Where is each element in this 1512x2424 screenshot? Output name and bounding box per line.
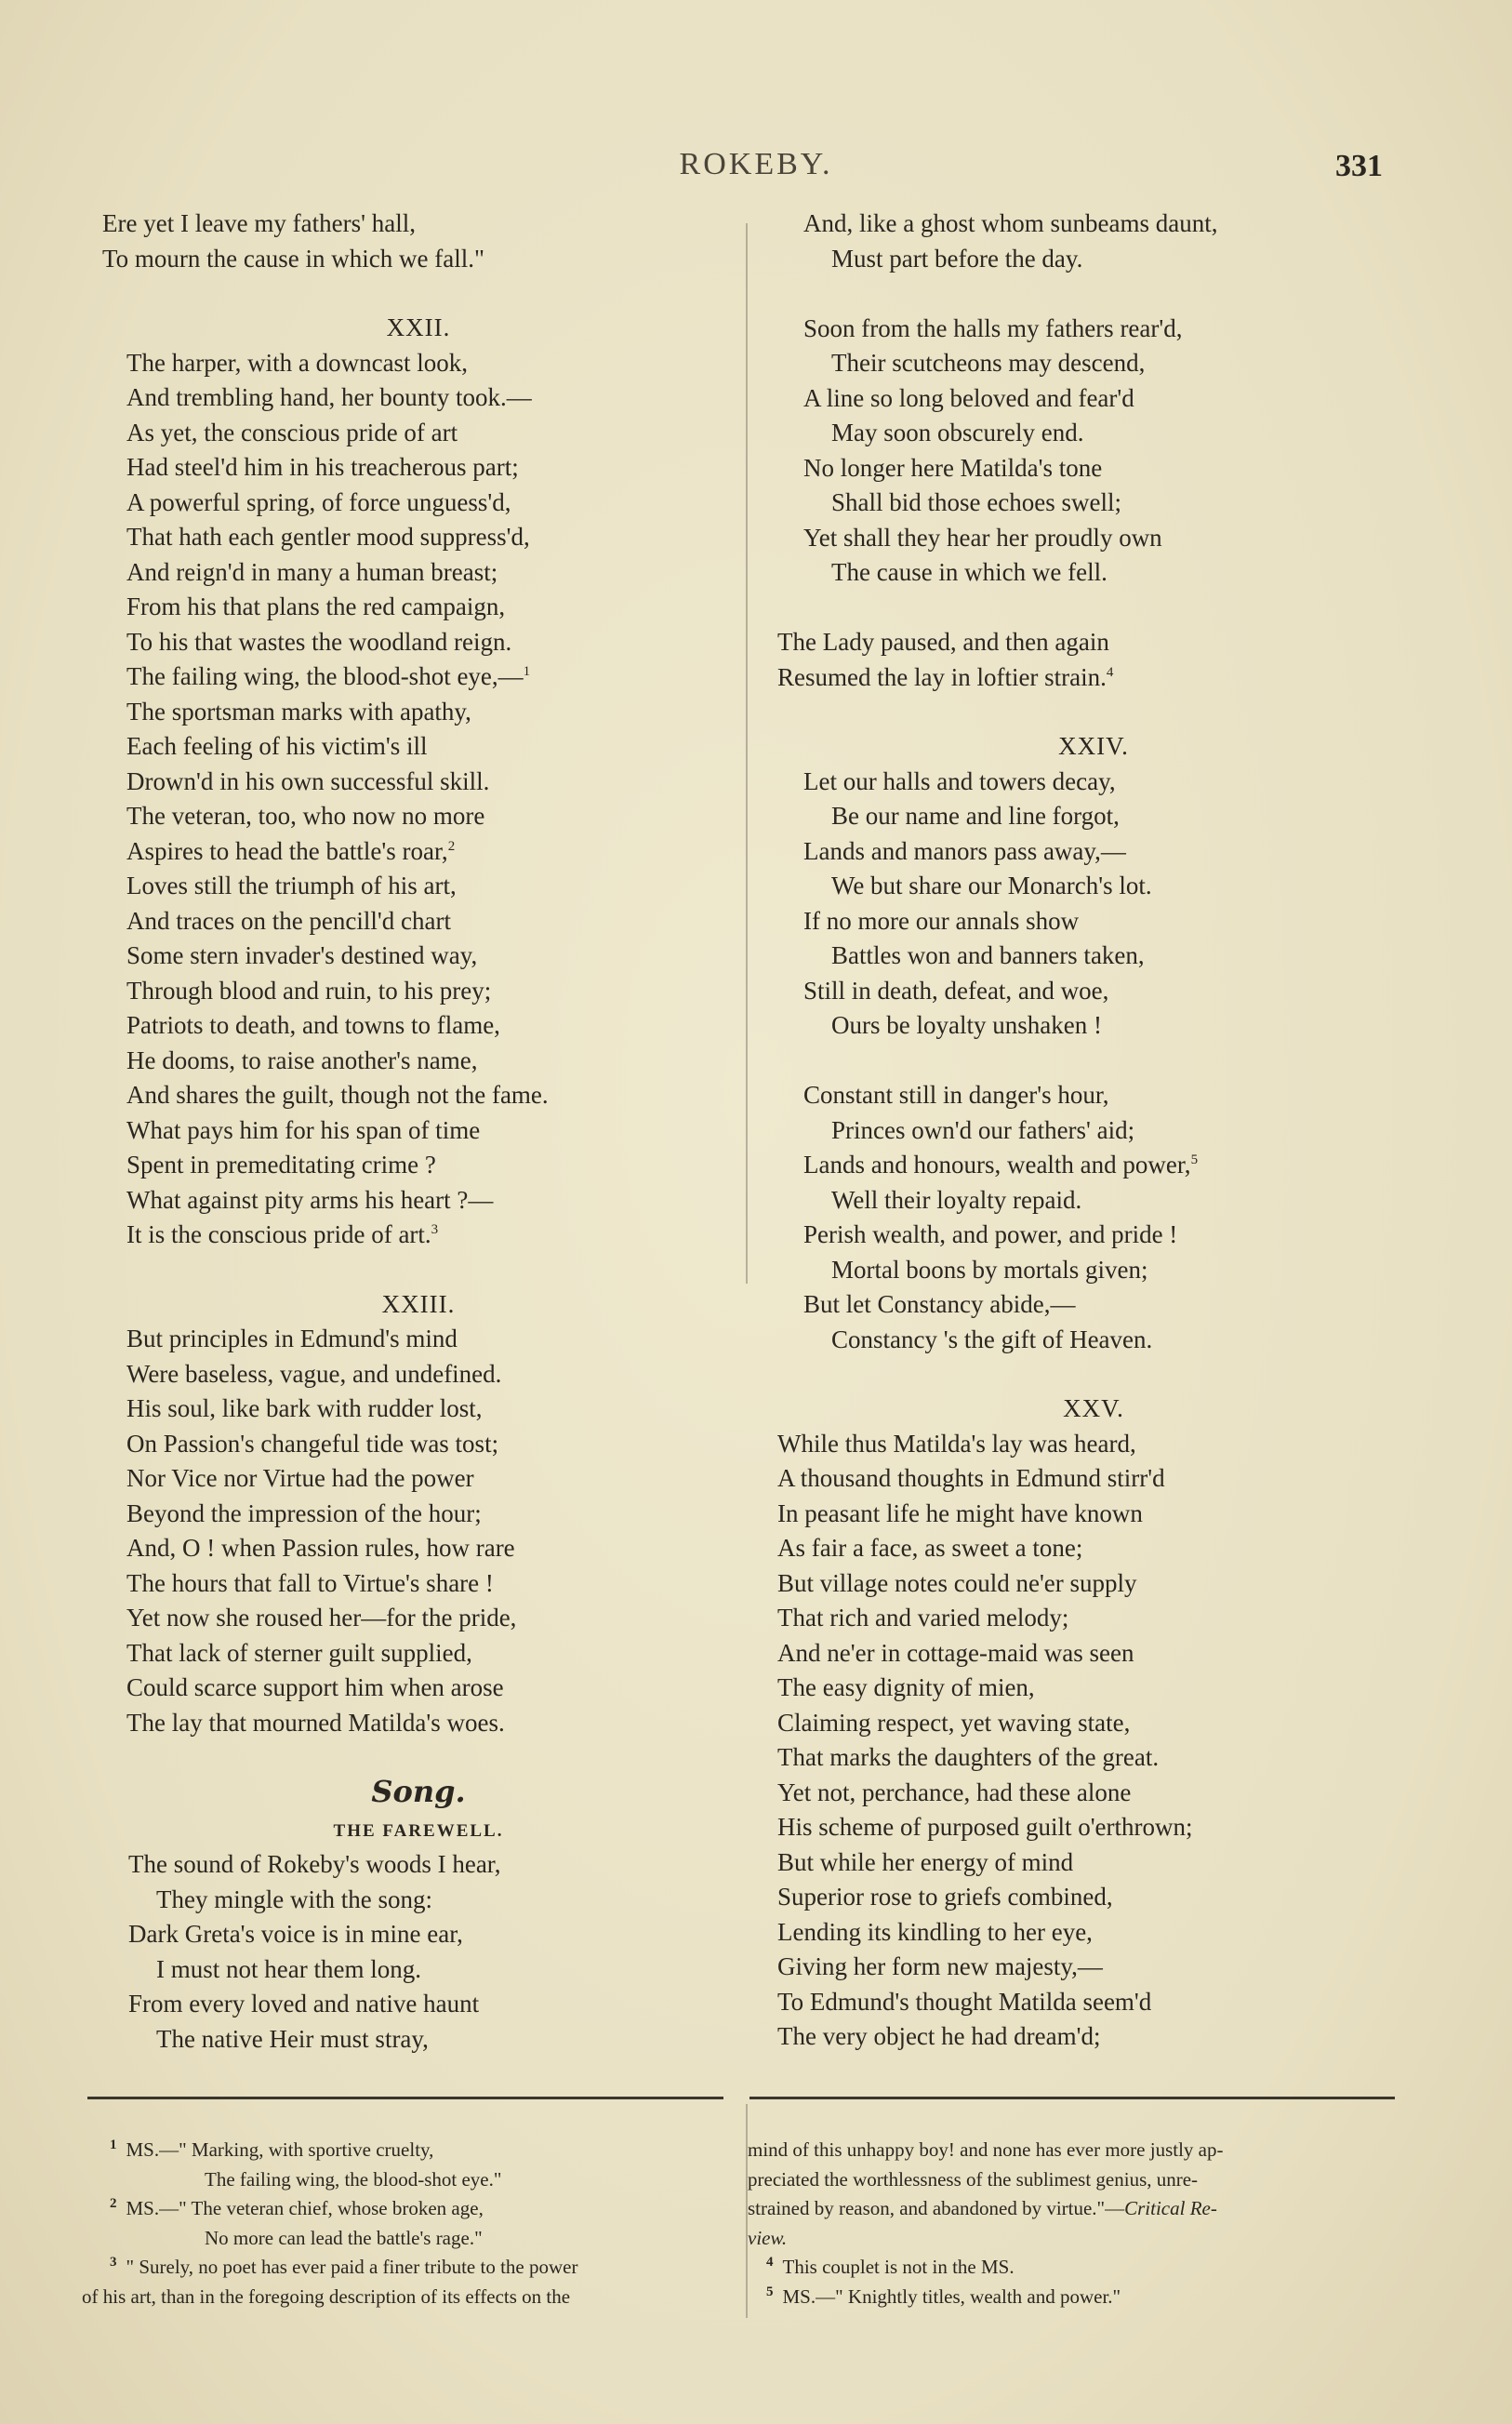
- poem-line: His scheme of purposed guilt o'erthrown;: [777, 1813, 1193, 1841]
- poem-line: Perish wealth, and power, and pride !: [803, 1220, 1178, 1248]
- poem-line: Could scarce support him when arose: [126, 1673, 504, 1701]
- poem-line: From his that plans the red campaign,: [126, 593, 506, 620]
- poem-line: To his that wastes the woodland reign.: [126, 627, 512, 656]
- poem-line: As yet, the conscious pride of art: [126, 418, 458, 446]
- poem-line: Each feeling of his victim's ill: [126, 732, 428, 760]
- poem-line: Shall bid those echoes swell;: [831, 488, 1121, 516]
- footnote-3-cont: mind of this unhappy boy! and none has ever more justly ap-: [748, 2138, 1224, 2161]
- poem-line: Their scutcheons may descend,: [831, 349, 1146, 377]
- poem-line: Dark Greta's voice is in mine ear,: [128, 1920, 463, 1948]
- footnote-2-cont: No more can lead the battle's rage.": [205, 2226, 483, 2249]
- right-column: [777, 206, 1410, 2055]
- footnote-ref[interactable]: 5: [1190, 1152, 1199, 1167]
- poem-line: Aspires to head the battle's roar,$^2$: [126, 836, 456, 865]
- poem-line: His soul, like bark with rudder lost,: [126, 1394, 483, 1422]
- footnote-1-cont: The failing wing, the blood-shot eye.": [205, 2167, 502, 2191]
- footnote-source: Critical Re-: [1124, 2197, 1217, 2219]
- poem-line: That marks the daughters of the great.: [777, 1743, 1160, 1771]
- poem-line: That hath each gentler mood suppress'd,: [126, 523, 530, 551]
- poem-line: Lands and honours, wealth and power,$^5$: [803, 1151, 1199, 1179]
- poem-line: The easy dignity of mien,: [777, 1673, 1035, 1701]
- poem-line: And, O ! when Passion rules, how rare: [126, 1534, 515, 1562]
- poem-line: From every loved and native haunt: [128, 1990, 480, 2018]
- poem-line: But while her energy of mind: [777, 1847, 1074, 1876]
- poem-line: The hours that fall to Virtue's share !: [126, 1568, 494, 1597]
- poem-line: Yet now she roused her—for the pride,: [126, 1604, 517, 1632]
- footnote-ref[interactable]: 2: [447, 838, 456, 854]
- poem-line: That lack of sterner guilt supplied,: [126, 1638, 472, 1667]
- poem-line: He dooms, to raise another's name,: [126, 1046, 478, 1074]
- poem-line: No longer here Matilda's tone: [803, 453, 1103, 482]
- footnote-rule: [87, 2097, 723, 2099]
- poem-line: Ere yet I leave my fathers' hall,: [102, 209, 416, 237]
- poem-line: Mortal boons by mortals given;: [831, 1255, 1148, 1284]
- footnote-2: $^2$ MS.—" The veteran chief, whose broken age,: [110, 2196, 484, 2219]
- footnote-ref[interactable]: 4: [1106, 664, 1114, 680]
- running-title: ROKEBY.: [679, 147, 833, 181]
- poem-line: Lands and manors pass away,—: [803, 836, 1126, 865]
- poem-line: While thus Matilda's lay was heard,: [777, 1429, 1136, 1458]
- footnotes-left: [82, 2136, 733, 2311]
- poem-line: What against pity arms his heart ?—: [126, 1185, 494, 1214]
- poem-line: Through blood and ruin, to his prey;: [126, 976, 492, 1005]
- poem-line: We but share our Monarch's lot.: [831, 872, 1152, 899]
- poem-line: Battles won and banners taken,: [831, 941, 1145, 969]
- poem-line: Still in death, defeat, and woe,: [803, 976, 1109, 1005]
- poem-line: On Passion's changeful tide was tost;: [126, 1429, 499, 1458]
- left-column: [102, 206, 735, 2057]
- footnote-3-cont: of his art, than in the foregoing description of its effects on the: [82, 2284, 571, 2308]
- poem-line: Nor Vice nor Virtue had the power: [126, 1464, 474, 1492]
- poem-line: As fair a face, as sweet a tone;: [777, 1534, 1083, 1562]
- poem-line: The Lady paused, and then again: [777, 628, 1109, 656]
- poem-line: Drown'd in his own successful skill.: [126, 766, 490, 795]
- poem-line: What pays him for his span of time: [126, 1115, 481, 1144]
- poem-line: And, like a ghost whom sunbeams daunt,: [803, 209, 1218, 237]
- poem-line: Spent in premeditating crime ?: [126, 1151, 436, 1179]
- poem-line: And ne'er in cottage-maid was seen: [777, 1638, 1134, 1667]
- poem-line: Yet shall they hear her proudly own: [803, 523, 1162, 552]
- poem-line: The sportsman marks with apathy,: [126, 697, 471, 726]
- footnote-source-cont: view.: [748, 2226, 788, 2249]
- poem-line: The veteran, too, who now no more: [126, 802, 485, 830]
- page-number: 331: [1335, 149, 1383, 183]
- poem-line: Constancy 's the gift of Heaven.: [831, 1325, 1153, 1353]
- footnote-3-cont: preciated the worthlessness of the sublimest genius, unre-: [748, 2167, 1199, 2191]
- poem-line: The sound of Rokeby's woods I hear,: [128, 1850, 501, 1878]
- footnote-3: $^3$ " Surely, no poet has ever paid a finer tribute to the power: [110, 2255, 578, 2278]
- footnote-ref[interactable]: 1: [523, 664, 531, 679]
- poem-line: Soon from the halls my fathers rear'd,: [803, 313, 1183, 342]
- poem-line: The lay that mourned Matilda's woes.: [126, 1708, 505, 1737]
- poem-line: And shares the guilt, though not the fame.: [126, 1081, 549, 1109]
- footnote-rule: [749, 2097, 1395, 2099]
- poem-line: Yet not, perchance, had these alone: [777, 1778, 1132, 1806]
- poem-line: And trembling hand, her bounty took.—: [126, 383, 532, 411]
- poem-line: Giving her form new majesty,—: [777, 1952, 1103, 1980]
- poem-line: Claiming respect, yet waving state,: [777, 1708, 1131, 1737]
- poem-line: In peasant life he might have known: [777, 1498, 1143, 1527]
- poem-line: Ours be loyalty unshaken !: [831, 1011, 1102, 1039]
- footnote-ref[interactable]: 3: [431, 1222, 439, 1237]
- poem-line: Were baseless, vague, and undefined.: [126, 1359, 502, 1388]
- poem-line: A powerful spring, of force unguess'd,: [126, 487, 511, 516]
- poem-line: A thousand thoughts in Edmund stirr'd: [777, 1464, 1165, 1492]
- poem-line: Patriots to death, and towns to flame,: [126, 1011, 500, 1039]
- column-divider: [746, 223, 748, 1284]
- poem-line: Be our name and line forgot,: [831, 802, 1120, 830]
- poem-line: Superior rose to griefs combined,: [777, 1883, 1113, 1911]
- poem-line: It is the conscious pride of art.$^3$: [126, 1220, 439, 1248]
- footnote-5: $^5$ MS.—" Knightly titles, wealth and power.": [766, 2284, 1121, 2308]
- poem-line: To mourn the cause in which we fall.": [102, 244, 485, 273]
- footnotes-right: [748, 2136, 1399, 2311]
- poem-line: And traces on the pencill'd chart: [126, 906, 451, 935]
- stanza-heading-xxiv: XXIV.: [1058, 732, 1129, 760]
- poem-line: But principles in Edmund's mind: [126, 1325, 458, 1352]
- poem-line: Had steel'd him in his treacherous part;: [126, 453, 519, 481]
- poem-line: But let Constancy abide,—: [803, 1290, 1076, 1318]
- poem-line: The very object he had dream'd;: [777, 2022, 1101, 2050]
- poem-line: To Edmund's thought Matilda seem'd: [777, 1987, 1152, 2016]
- poem-line: The native Heir must stray,: [156, 2024, 429, 2053]
- poem-line: The harper, with a downcast look,: [126, 348, 469, 377]
- poem-line: That rich and varied melody;: [777, 1604, 1069, 1632]
- stanza-heading-xxiii: XXIII.: [381, 1289, 456, 1318]
- poem-line: Beyond the impression of the hour;: [126, 1498, 482, 1527]
- poem-line: A line so long beloved and fear'd: [803, 383, 1134, 412]
- poem-line: May soon obscurely end.: [831, 419, 1084, 446]
- poem-line: The failing wing, the blood-shot eye,—$^1$: [126, 662, 531, 690]
- poem-line: Let our halls and towers decay,: [803, 766, 1116, 795]
- poem-line: Resumed the lay in loftier strain.$^4$: [777, 662, 1114, 691]
- stanza-heading-xxv: XXV.: [1063, 1394, 1124, 1422]
- poem-line: They mingle with the song:: [156, 1885, 432, 1913]
- poem-line: Lending its kindling to her eye,: [777, 1917, 1093, 1946]
- poem-line: The cause in which we fell.: [831, 558, 1107, 586]
- poem-line: Loves still the triumph of his art,: [126, 872, 457, 899]
- poem-line: But village notes could ne'er supply: [777, 1568, 1137, 1597]
- footnote-3-cont: strained by reason, and abandoned by virtue."—Critical Re-: [748, 2197, 1217, 2219]
- poem-line: And reign'd in many a human breast;: [126, 557, 498, 586]
- poem-line: I must not hear them long.: [156, 1954, 421, 1983]
- poem-line: Constant still in danger's hour,: [803, 1081, 1109, 1109]
- poem-line: If no more our annals show: [803, 906, 1080, 935]
- song-subtitle: THE FAREWELL.: [333, 1821, 504, 1841]
- poem-line: Well their loyalty repaid.: [831, 1185, 1082, 1214]
- footnote-1: $^1$ MS.—" Marking, with sportive cruelty,: [110, 2138, 434, 2161]
- poem-line: Must part before the day.: [831, 244, 1083, 273]
- poem-line: Princes own'd our fathers' aid;: [831, 1115, 1135, 1144]
- footnote-4: $^4$ This couplet is not in the MS.: [766, 2255, 1015, 2278]
- stanza-heading-xxii: XXII.: [386, 313, 451, 341]
- poem-line: Some stern invader's destined way,: [126, 941, 478, 969]
- song-title: Song.: [371, 1774, 466, 1809]
